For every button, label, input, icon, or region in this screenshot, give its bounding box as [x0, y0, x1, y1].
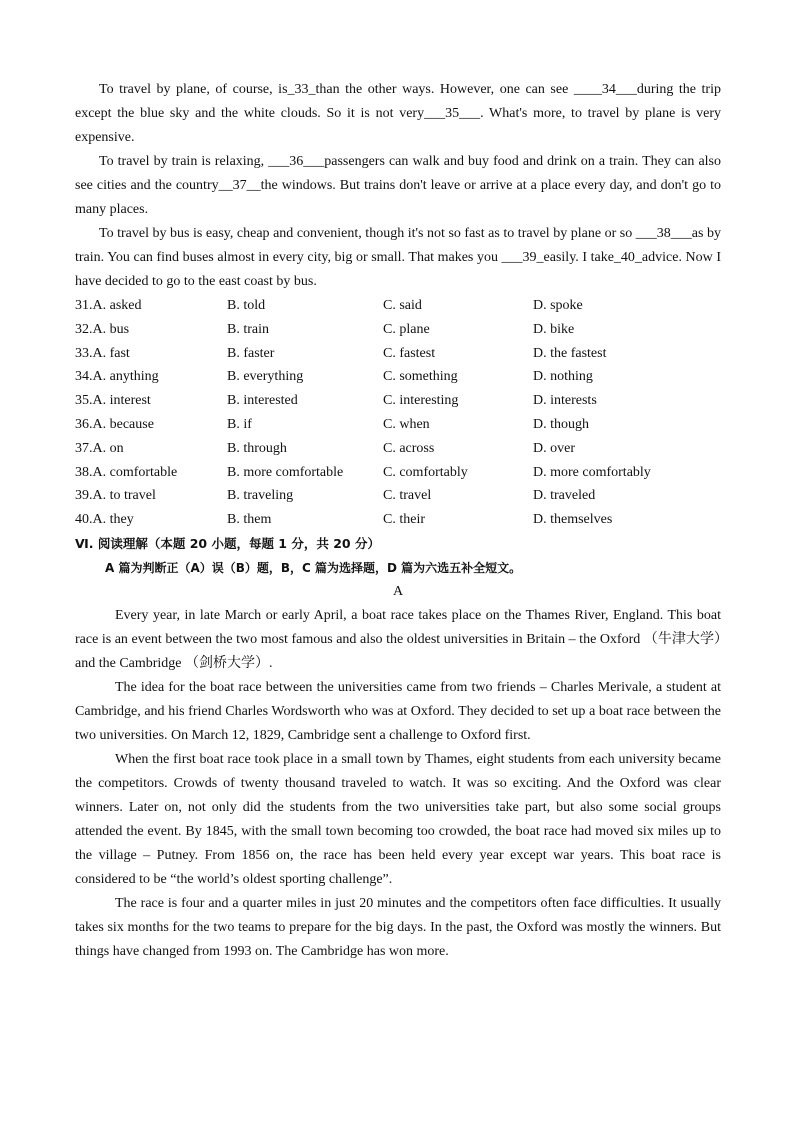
option-d: D. over	[533, 440, 575, 456]
option-b: B. told	[227, 298, 266, 313]
option-a: 32.A. bus	[75, 321, 130, 337]
passage-paragraph-bus: To travel by bus is easy, cheap and convenient, though it's not so fast as to travel by plane or so ___38___as by train. You can find buses almost in every city, big or small. That makes you ___39_easily. I take_40_advice. Now I have decided to go to the east coast by bus.	[75, 226, 721, 289]
option-row-31	[75, 294, 721, 318]
option-a: 34.A. anything	[75, 369, 159, 385]
option-a: 33.A. fast	[75, 345, 130, 361]
option-c: C. when	[383, 416, 430, 432]
option-b: B. everything	[227, 369, 304, 385]
option-b: B. through	[227, 440, 287, 456]
option-a: 36.A. because	[75, 416, 154, 432]
option-a: 38.A. comfortable	[75, 464, 178, 480]
option-d: D. spoke	[533, 298, 583, 313]
option-c: C. something	[383, 369, 458, 385]
option-d: D. though	[533, 416, 589, 432]
passage-paragraph-train: To travel by train is relaxing, ___36___passengers can walk and buy food and drink on a train. They can also see cities and the country__37__the windows. But trains don't leave or arrive at a place every day, and don't go to many places.	[75, 154, 721, 217]
option-c: C. across	[383, 440, 435, 456]
option-row-37	[75, 437, 721, 461]
option-c: C. interesting	[383, 393, 459, 409]
option-row-39	[75, 484, 721, 508]
option-c: C. their	[383, 512, 425, 528]
option-a: 31.A. asked	[75, 298, 142, 313]
option-d: D. more comfortably	[533, 464, 651, 480]
option-a: 37.A. on	[75, 440, 124, 456]
option-c: C. comfortably	[383, 464, 468, 480]
cloze-options	[75, 294, 721, 532]
passage-a-paragraph-3: When the first boat race took place in a small town by Thames, eight students from each university became the competitors. Crowds of twenty thousand traveled to watch. It was so exciting. And the Oxford was clear winners. Later on, not only did the students from the two universities take part, but also some social groups attended the event. By 1845, with the small town becoming too crowded, the boat race had moved six miles up to the village – Putney. From 1856 on, the race has been held every year except war years. This boat race is considered to be “the world’s oldest sporting challenge”.	[75, 751, 721, 887]
option-d: D. nothing	[533, 369, 593, 385]
option-row-34	[75, 365, 721, 389]
option-b: B. if	[227, 416, 252, 432]
option-b: B. faster	[227, 345, 275, 361]
option-row-38	[75, 461, 721, 485]
option-b: B. interested	[227, 393, 298, 409]
option-row-35	[75, 389, 721, 413]
part-label: A	[392, 583, 404, 599]
option-c: C. travel	[383, 488, 432, 504]
passage-a-paragraph-2: The idea for the boat race between the universities came from two friends – Charles Merivale, a student at Cambridge, and his friend Charles Wordsworth who was at Oxford. They decided to set up a boat race between the two universities. On March 12, 1829, Cambridge sent a challenge to Oxford first.	[75, 679, 721, 743]
option-d: D. bike	[533, 321, 575, 337]
option-a: 39.A. to travel	[75, 488, 156, 504]
option-row-33	[75, 342, 721, 366]
section-instruction: A 篇为判断正（A）误（B）题，B，C 篇为选择题，D 篇为六选五补全短文。	[105, 560, 522, 575]
option-row-32	[75, 318, 721, 342]
option-b: B. traveling	[227, 488, 294, 504]
option-b: B. train	[227, 321, 269, 337]
option-d: D. the fastest	[533, 345, 607, 361]
option-c: C. fastest	[383, 345, 436, 361]
document-content	[75, 78, 721, 964]
option-d: D. interests	[533, 393, 597, 409]
option-row-40	[75, 508, 721, 532]
option-c: C. plane	[383, 321, 430, 337]
option-row-36	[75, 413, 721, 437]
option-d: D. themselves	[533, 512, 613, 528]
option-b: B. them	[227, 512, 272, 528]
section-heading: Ⅵ. 阅读理解（本题 20 小题，每题 1 分，共 20 分）	[75, 535, 380, 551]
option-b: B. more comfortable	[227, 464, 344, 480]
option-a: 40.A. they	[75, 512, 134, 528]
passage-paragraph-plane: To travel by plane, of course, is_33_than the other ways. However, one can see ____34___during the trip except the blue sky and the white clouds. So it is not very___35___. What's more, to travel by plane is very expensive.	[75, 82, 721, 145]
passage-a-paragraph-1: Every year, in late March or early April, a boat race takes place on the Thames River, England. This boat race is an event between the two most famous and also the oldest universities in Britain – the Oxford （牛津大学）and the Cambridge （剑桥大学）.	[75, 607, 721, 671]
option-d: D. traveled	[533, 488, 596, 504]
option-c: C. said	[383, 298, 422, 313]
passage-a-paragraph-4: The race is four and a quarter miles in just 20 minutes and the competitors often face difficulties. It usually takes six months for the two teams to prepare for the big days. In the past, the Oxford was mostly the winners. But things have changed from 1993 on. The Cambridge has won more.	[75, 895, 721, 959]
option-a: 35.A. interest	[75, 393, 151, 409]
